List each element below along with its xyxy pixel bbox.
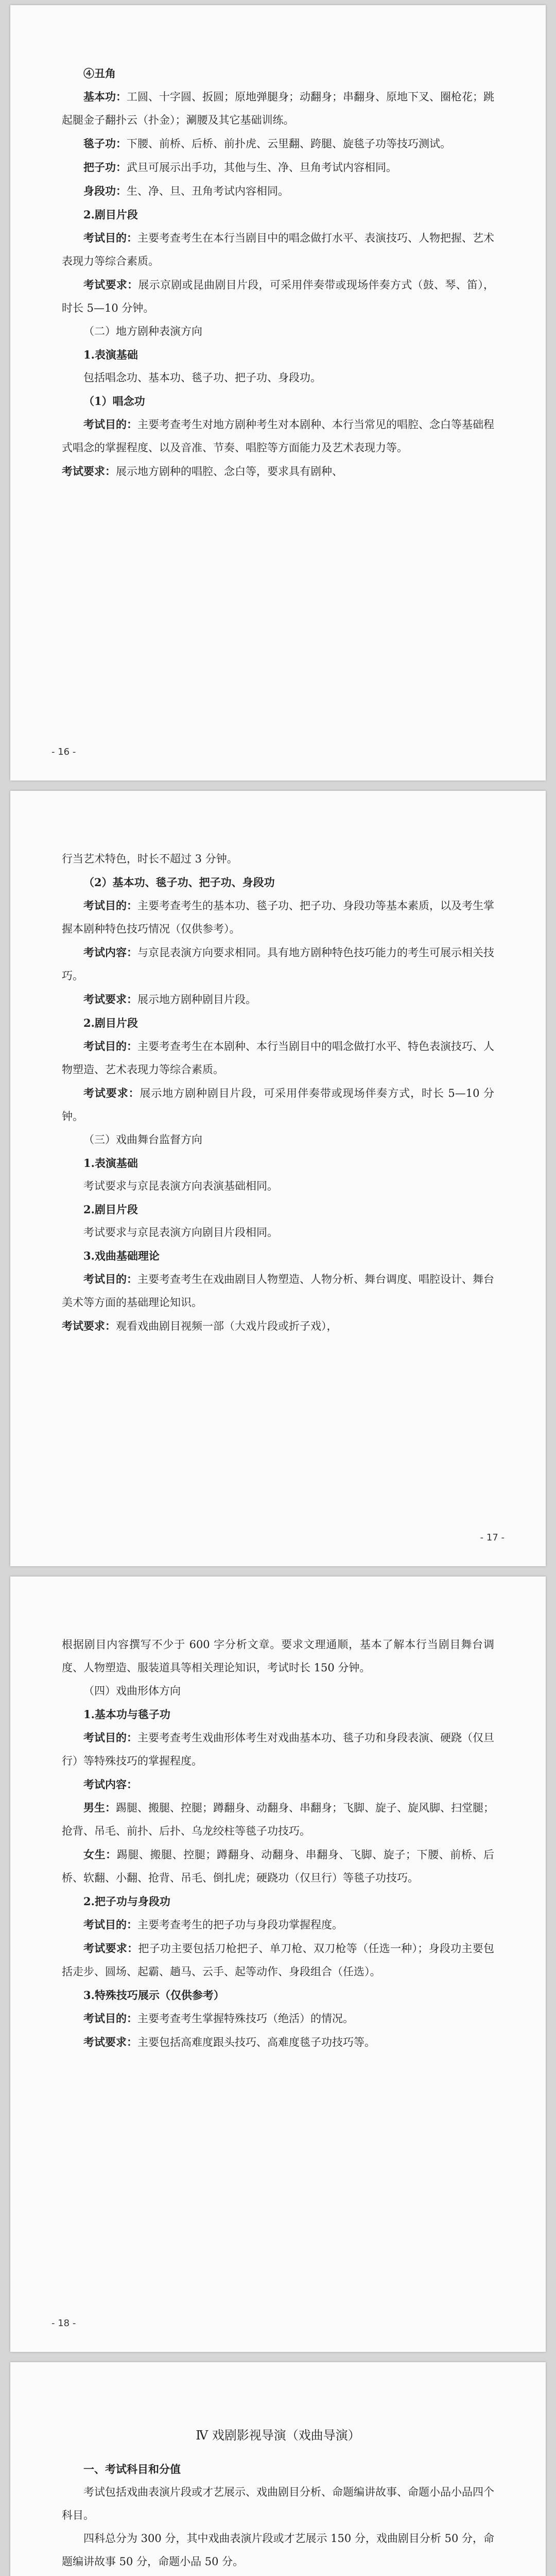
- paragraph: [62, 1937, 494, 1984]
- paragraph-text: 四科总分为 300 分，其中戏曲表演片段或才艺展示 150 分，戏曲剧目分析 50 分，命题编讲故事 50 分，命题小品 50 分。: [62, 2532, 494, 2568]
- paragraph-label: 考试要求：: [83, 1087, 140, 1099]
- paragraph-text: 展示京剧或昆曲剧目片段，可采用伴奏带或现场伴奏方式（鼓、琴、笛），时长 5—10 分钟。: [62, 279, 494, 314]
- paragraph-text: 考试包括戏曲表演片段或才艺展示、戏曲剧目分析、命题编讲故事、命题小品小品四个科目。: [62, 2486, 494, 2521]
- paragraph-label: 身段功：: [83, 184, 127, 197]
- paragraph-text: 踢腿、搬腿、控腿；蹲翻身、动翻身、串翻身、飞脚、旋子；下腰、前桥、后桥、软翻、小翻、抢背、吊毛、倒扎虎；硬跷功（仅旦行）等毯子功技巧。: [62, 1849, 494, 1884]
- paragraph-text: 主要考查考生在本行当剧目中的唱念做打水平、表演技巧、人物把握、艺术表现力等综合素质。: [62, 232, 494, 267]
- paragraph: [62, 1011, 494, 1035]
- paragraph: [62, 988, 494, 1011]
- document-page: [10, 2362, 546, 2576]
- paragraph-text: 展示地方剧种剧目片段，可采用伴奏带或现场伴奏方式，时长 5—10 分钟。: [62, 1087, 494, 1123]
- paragraph-text: 主要考查考生掌握特殊技巧（绝活）的情况。: [137, 2012, 354, 2025]
- page-body: [62, 62, 494, 483]
- section-heading: Ⅳ 戏剧影视导演（戏曲导演）: [196, 2428, 360, 2443]
- paragraph-label: 考试要求：: [62, 1319, 116, 1332]
- paragraph: [62, 1703, 494, 1726]
- paragraph-text: 主要考查考生在本剧种、本行当剧目中的唱念做打水平、特色表演技巧、人物塑造、艺术表现力等综合素质。: [62, 1040, 494, 1076]
- paragraph-text: 考试要求与京昆表演方向表演基础相同。: [83, 1180, 278, 1192]
- paragraph-text: 把子功主要包括刀枪把子、单刀枪、双刀枪等（任选一种）；身段功主要包括走步、圆场、起霸、趟马、云手、起等动作、身段组合（任选）。: [62, 1942, 494, 1978]
- paragraph: [62, 1035, 494, 1081]
- paragraph: [62, 1843, 494, 1890]
- paragraph: [62, 156, 494, 179]
- document-page: [10, 791, 546, 1566]
- paragraph-text: 主要包括高难度跟头技巧、高难度毯子功技巧等。: [137, 2036, 375, 2048]
- paragraph: [62, 1984, 494, 2007]
- paragraph: [62, 343, 494, 366]
- paragraph: [62, 1221, 494, 1244]
- paragraph: [62, 179, 494, 203]
- paragraph: [62, 941, 494, 988]
- paragraph: [62, 1151, 494, 1175]
- paragraph: [62, 132, 494, 156]
- document-page: [10, 1577, 546, 2352]
- paragraph: [62, 894, 494, 941]
- paragraph: [62, 320, 494, 343]
- paragraph: [62, 2481, 494, 2527]
- paragraph-label: 考试目的：: [83, 1918, 137, 1931]
- paragraph: [62, 1244, 494, 1267]
- paragraph: [62, 1890, 494, 1913]
- page-number: - 17 -: [480, 1532, 505, 1543]
- paragraph-label: 考试要求：: [83, 1942, 138, 1955]
- paragraph-label: 考试要求：: [83, 2036, 137, 2048]
- paragraph: [62, 85, 494, 132]
- paragraph-label: 考试要求：: [83, 993, 137, 1006]
- paragraph-text: 1.基本功与毯子功: [83, 1708, 170, 1721]
- paragraph: [62, 413, 494, 460]
- paragraph-label: 考试目的：: [83, 899, 137, 912]
- paragraph-label: 考试目的：: [83, 1731, 137, 1744]
- paragraph-text: 3.戏曲基础理论: [83, 1249, 160, 1262]
- paragraph-text: 1.表演基础: [83, 348, 138, 361]
- paragraph-text: 主要考查考生对地方剧种考生对本剧种、本行当常见的唱腔、念白等基础程式唱念的掌握程度、以及音准、节奏、唱腔等方面能力及艺术表现力等。: [62, 418, 494, 454]
- paragraph-text: （2）基本功、毯子功、把子功、身段功: [83, 876, 275, 889]
- paragraph: [62, 871, 494, 894]
- page-number: - 16 -: [51, 747, 76, 757]
- paragraph-text: 包括唱念功、基本功、毯子功、把子功、身段功。: [83, 371, 321, 384]
- paragraph-text: 武旦可展示出手功，其他与生、净、旦角考试内容相同。: [127, 161, 397, 174]
- paragraph-text: 1.表演基础: [83, 1157, 138, 1170]
- page-body: [62, 1633, 494, 2054]
- paragraph-label: 女生：: [83, 1848, 117, 1861]
- paragraph-text: 主要考查考生戏曲形体考生对戏曲基本功、毯子功和身段表演、硬跷（仅旦行）等特殊技巧的掌握程度。: [62, 1732, 494, 1767]
- paragraph: [62, 1081, 494, 1128]
- paragraph: [62, 2007, 494, 2030]
- paragraph-text: 下腰、前桥、后桥、前扑虎、云里翻、跨腿、旋毯子功等技巧测试。: [127, 138, 451, 150]
- paragraph: [62, 389, 494, 413]
- page-body: [62, 848, 494, 1338]
- paragraph-label: 考试目的：: [83, 1273, 137, 1285]
- paragraph: [62, 2573, 494, 2576]
- page-number: - 18 -: [51, 2318, 76, 2329]
- paragraph-label: 毯子功：: [83, 137, 127, 150]
- paragraph-text: 主要考查考生在戏曲剧目人物塑造、人物分析、舞台调度、唱腔设计、舞台美术等方面的基础理论知识。: [62, 1273, 494, 1309]
- paragraph-text: 行当艺术特色，时长不超过 3 分钟。: [62, 853, 238, 865]
- paragraph-text: 3.特殊技巧展示（仅供参考）: [83, 1989, 224, 2002]
- paragraph: [62, 2458, 494, 2481]
- paragraph: [62, 226, 494, 273]
- paragraph-text: 2.把子功与身段功: [83, 1895, 170, 1908]
- paragraph: [62, 1796, 494, 1843]
- paragraph-label: 考试目的：: [83, 1040, 137, 1053]
- paragraph-text: 2.剧目片段: [83, 208, 138, 221]
- paragraph-label: 考试目的：: [83, 231, 137, 244]
- paragraph-text: （1）唱念功: [83, 395, 145, 408]
- paragraph-text: （四）戏曲形体方向: [83, 1685, 181, 1697]
- paragraph-text: 一、考试科目和分值: [83, 2463, 181, 2476]
- paragraph: [62, 848, 494, 871]
- paragraph: [62, 2030, 494, 2054]
- paragraph: [62, 1128, 494, 1151]
- paragraph: [62, 1680, 494, 1703]
- paragraph: [62, 460, 494, 483]
- paragraph: [62, 2527, 494, 2573]
- paragraph: [62, 1314, 494, 1338]
- paragraph-label: 考试目的：: [83, 2012, 137, 2025]
- paragraph: [62, 203, 494, 226]
- paragraph-text: ④丑角: [83, 67, 116, 80]
- paragraph: [62, 1913, 494, 1937]
- paragraph-text: 考试内容：: [83, 1778, 137, 1791]
- paragraph: [62, 1175, 494, 1198]
- paragraph-text: 工圆、十字圆、扳圆；原地弹腿身；动翻身；串翻身、原地下叉、圈枪花；跳起腿金子翻扑云（扑金）；涮腰及其它基础训练。: [62, 91, 494, 126]
- page-body: [62, 2419, 494, 2576]
- document-page: [10, 5, 546, 781]
- paragraph: [62, 1726, 494, 1773]
- paragraph-text: 观看戏曲剧目视频一部（大戏片段或折子戏），: [116, 1320, 338, 1332]
- paragraph-text: 生、净、旦、丑角考试内容相同。: [127, 185, 289, 197]
- paragraph: [62, 1198, 494, 1221]
- paragraph: [62, 366, 494, 389]
- paragraph-text: 2.剧目片段: [83, 1203, 138, 1216]
- paragraph-label: 考试目的：: [83, 418, 137, 431]
- paragraph-text: 主要考查考生的把子功与身段功掌握程度。: [137, 1919, 343, 1931]
- paragraph-text: 展示地方剧种剧目片段。: [137, 993, 256, 1006]
- paragraph-text: 展示地方剧种的唱腔、念白等，要求具有剧种、: [116, 465, 343, 478]
- paragraph-text: 2.剧目片段: [83, 1016, 138, 1029]
- paragraph-label: 考试内容：: [83, 946, 137, 959]
- paragraph: [62, 273, 494, 320]
- paragraph-label: 考试要求：: [62, 465, 116, 478]
- paragraph-label: 男生：: [83, 1801, 116, 1814]
- paragraph-label: 基本功：: [83, 90, 127, 103]
- paragraph-text: （二）地方剧种表演方向: [83, 325, 202, 337]
- paragraph-label: 考试要求：: [83, 278, 138, 291]
- paragraph: [62, 1267, 494, 1314]
- paragraph-label: 把子功：: [83, 161, 127, 174]
- paragraph: [62, 1773, 494, 1796]
- paragraph-text: 主要考查考生的基本功、毯子功、把子功、身段功等基本素质，以及考生掌握本剧种特色技巧情况（仅供参考）。: [62, 900, 494, 935]
- paragraph: [62, 62, 494, 85]
- paragraph-text: 考试要求与京昆表演方向剧目片段相同。: [83, 1226, 278, 1239]
- paragraph-text: 与京昆表演方向要求相同。具有地方剧种特色技巧能力的考生可展示相关技巧。: [62, 946, 494, 982]
- paragraph-text: 踢腿、搬腿、控腿；蹲翻身、动翻身、串翻身；飞脚、旋子、旋风脚、扫堂腿；抢背、吊毛、前扑、后扑、乌龙绞柱等毯子功技巧。: [62, 1802, 494, 1837]
- paragraph-text: （三）戏曲舞台监督方向: [83, 1133, 202, 1146]
- paragraph: [62, 1633, 494, 1680]
- paragraph-text: 根据剧目内容撰写不少于 600 字分析文章。要求文理通顺，基本了解本行当剧目舞台调度、人物塑造、服装道具等相关理论知识，考试时长 150 分钟。: [62, 1638, 494, 1674]
